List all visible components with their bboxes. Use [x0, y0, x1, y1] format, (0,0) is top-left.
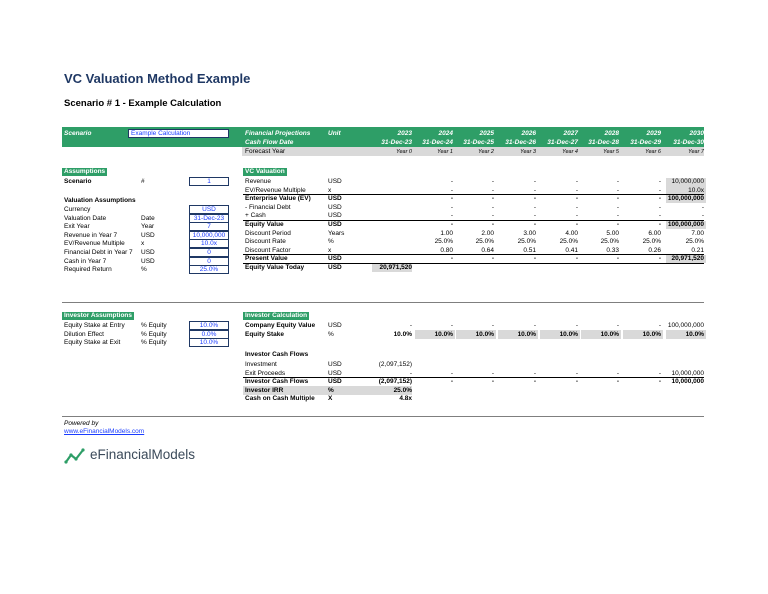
- vc-row-unit: USD: [328, 212, 342, 220]
- investor-cf-value: -: [533, 378, 536, 386]
- vc-value: 10.0x: [688, 186, 704, 194]
- vc-row-unit: USD: [328, 203, 342, 211]
- assumption-label: Financial Debt in Year 7: [64, 249, 133, 256]
- scenario-header-label: Scenario: [64, 130, 92, 137]
- vc-value: -: [491, 195, 494, 203]
- vc-value: -: [533, 212, 536, 220]
- efinancialmodels-logo: [64, 444, 194, 468]
- page-title: VC Valuation Method Example: [64, 71, 251, 86]
- year-header: 2030: [689, 130, 704, 137]
- investor-calc-value: 10.0%: [517, 330, 536, 338]
- vc-value: 0.64: [481, 246, 494, 254]
- date-header: 31-Dec-27: [547, 139, 578, 146]
- investor-cf-label: Investment: [245, 361, 277, 368]
- investor-calc-value: 10.0%: [559, 330, 578, 338]
- cashflow-date-label: Cash Flow Date: [245, 139, 294, 146]
- vc-value: -: [658, 195, 661, 203]
- investor-cf-value: 10,000,000: [671, 378, 704, 386]
- vc-value: -: [491, 203, 494, 211]
- assumption-unit: x: [141, 240, 145, 248]
- vc-value: -: [616, 212, 619, 220]
- vc-value: -: [450, 255, 453, 263]
- investor-cf-unit: USD: [328, 361, 342, 368]
- year-index: Year 3: [520, 149, 536, 155]
- chart-trend-icon: [64, 446, 88, 466]
- investor-calc-value: -: [575, 322, 578, 329]
- investor-cf-value: -: [533, 369, 536, 377]
- vc-row-label: Discount Period: [245, 229, 291, 237]
- vc-row-label: - Financial Debt: [245, 203, 291, 211]
- vc-row-label: Equity Value: [245, 221, 284, 228]
- assumption-unit: USD: [141, 231, 155, 239]
- vc-row-label: Equity Value Today: [245, 264, 305, 271]
- vc-value: 0.21: [691, 246, 704, 254]
- row-separator: [243, 263, 704, 264]
- investor-cf-value: -: [575, 378, 578, 386]
- year-index: Year 5: [603, 149, 619, 155]
- investor-cf-value: -: [450, 378, 453, 386]
- vc-row-unit: %: [328, 238, 334, 246]
- vc-value: -: [450, 178, 453, 185]
- year-header: 2029: [646, 130, 661, 137]
- investor-cf-y0: -: [409, 369, 412, 377]
- assumption-unit: USD: [141, 257, 155, 265]
- vc-value: 20,971,520: [671, 255, 704, 263]
- investor-cf-y0: 4.8x: [399, 395, 412, 403]
- vc-value: -: [575, 255, 578, 263]
- vc-value: -: [658, 203, 661, 211]
- scenario-label: Scenario: [64, 178, 92, 185]
- vc-value: -: [450, 186, 453, 194]
- vc-value: -: [658, 178, 661, 185]
- vc-value: 25.0%: [434, 238, 453, 246]
- vc-row-unit: x: [328, 246, 332, 254]
- assumption-unit: %: [141, 266, 147, 274]
- assumption-label: Cash in Year 7: [64, 257, 107, 265]
- investor-cf-value: -: [616, 378, 619, 386]
- vc-value: -: [533, 221, 536, 228]
- assumption-unit: Year: [141, 223, 155, 231]
- vc-value: 25.0%: [475, 238, 494, 246]
- investor-cf-value: -: [616, 369, 619, 377]
- vc-value: -: [450, 203, 453, 211]
- year-header: 2025: [479, 130, 494, 137]
- vc-value: 0.26: [648, 246, 661, 254]
- vc-value: 2.00: [481, 229, 494, 237]
- vc-value: -: [533, 178, 536, 185]
- vc-value: -: [701, 203, 704, 211]
- vc-value: -: [575, 212, 578, 220]
- vc-value: -: [616, 186, 619, 194]
- assumption-unit: Date: [141, 214, 155, 222]
- vc-row-unit: USD: [328, 264, 342, 271]
- vc-row-label: EV/Revenue Multiple: [245, 186, 306, 194]
- assumption-unit: USD: [141, 249, 155, 256]
- investor-assumptions-heading: Investor Assumptions: [64, 312, 133, 319]
- vc-value: 1.00: [440, 229, 453, 237]
- assumption-input[interactable]: 7: [189, 222, 229, 231]
- year-header: 2027: [563, 130, 578, 137]
- vc-value: -: [450, 212, 453, 220]
- assumption-input[interactable]: USD: [189, 205, 229, 214]
- investor-cf-y0: (2,097,152): [378, 378, 412, 386]
- vc-value: -: [491, 186, 494, 194]
- investor-calc-value: -: [616, 322, 619, 329]
- investor-calc-y0: -: [409, 322, 412, 329]
- investor-cf-y0: 25.0%: [393, 386, 412, 394]
- vc-value: -: [533, 186, 536, 194]
- investor-assumption-label: Dilution Effect: [64, 330, 104, 338]
- vc-value: -: [533, 195, 536, 203]
- assumption-label: Exit Year: [64, 223, 90, 231]
- date-header: 31-Dec-29: [630, 139, 661, 146]
- investor-cf-unit: USD: [328, 369, 342, 377]
- investor-cf-y0: (2,097,152): [378, 361, 412, 368]
- vc-value: 0.51: [523, 246, 536, 254]
- investor-calculation-heading: Investor Calculation: [245, 312, 308, 319]
- investor-calc-value: -: [491, 322, 494, 329]
- assumption-label: Revenue in Year 7: [64, 231, 118, 239]
- date-header: 31-Dec-25: [463, 139, 494, 146]
- vc-value: 10,000,000: [671, 178, 704, 185]
- investor-assumption-input[interactable]: 10.0%: [189, 321, 229, 330]
- investor-calc-value: -: [450, 322, 453, 329]
- year-header: 2023: [397, 130, 412, 137]
- investor-calc-label: Company Equity Value: [245, 322, 316, 329]
- investor-cf-label: Investor Cash Flows: [245, 378, 309, 386]
- investor-calc-y0: 10.0%: [393, 330, 412, 338]
- unit-label: Unit: [328, 130, 341, 137]
- investor-assumption-unit: % Equity: [141, 339, 167, 347]
- year-index: Year 1: [437, 149, 453, 155]
- vc-value: -: [616, 255, 619, 263]
- investor-cf-unit: X: [328, 395, 333, 403]
- investor-assumption-unit: % Equity: [141, 322, 167, 329]
- vc-value: -: [575, 195, 578, 203]
- vc-value: -: [491, 255, 494, 263]
- vc-value: -: [616, 195, 619, 203]
- vc-value: 25.0%: [559, 238, 578, 246]
- investor-cf-unit: USD: [328, 378, 342, 386]
- vc-row-unit: x: [328, 186, 332, 194]
- vc-value: 3.00: [523, 229, 536, 237]
- investor-calc-value: 10.0%: [600, 330, 619, 338]
- scenario-name-input[interactable]: [128, 129, 229, 138]
- vc-value: -: [575, 203, 578, 211]
- investor-assumption-label: Equity Stake at Entry: [64, 322, 125, 329]
- bottom-divider: [62, 416, 704, 417]
- year-header: 2028: [604, 130, 619, 137]
- section-divider: [62, 302, 704, 303]
- vc-value: 25.0%: [600, 238, 619, 246]
- investor-assumption-input[interactable]: 0.0%: [189, 330, 229, 339]
- page-subtitle: Scenario # 1 - Example Calculation: [64, 98, 222, 109]
- investor-cf-value: -: [575, 369, 578, 377]
- vc-value: 0.33: [606, 246, 619, 254]
- vc-value: -: [701, 212, 704, 220]
- vc-value: -: [616, 203, 619, 211]
- investor-assumption-unit: % Equity: [141, 330, 167, 338]
- vc-row-label: Discount Factor: [245, 246, 291, 254]
- vc-value: 4.00: [565, 229, 578, 237]
- investor-calc-value: -: [658, 322, 661, 329]
- vc-value: -: [575, 186, 578, 194]
- brand-name: eFinancialModels: [90, 447, 196, 462]
- investor-calc-value: 10.0%: [475, 330, 494, 338]
- vc-value: 25.0%: [685, 238, 704, 246]
- vc-row-label: Enterprise Value (EV): [245, 195, 311, 203]
- assumption-input[interactable]: 31-Dec-23: [189, 214, 229, 223]
- vc-row-unit: USD: [328, 221, 342, 228]
- investor-calc-unit: USD: [328, 322, 342, 329]
- vc-value: -: [533, 255, 536, 263]
- investor-calc-value: 10.0%: [642, 330, 661, 338]
- date-header: 31-Dec-30: [673, 139, 704, 146]
- vc-row-unit: USD: [328, 178, 342, 185]
- vc-value: -: [575, 178, 578, 185]
- investor-cf-label: Exit Proceeds: [245, 369, 286, 377]
- powered-by-text: Powered by: [64, 420, 99, 427]
- year-header: 2026: [521, 130, 536, 137]
- vc-valuation-heading: VC Valuation: [245, 168, 285, 175]
- valuation-assumptions-heading: Valuation Assumptions: [64, 197, 136, 204]
- investor-cf-value: 10,000,000: [671, 369, 704, 377]
- investor-calc-value: -: [533, 322, 536, 329]
- projections-label: Financial Projections: [245, 130, 311, 137]
- vc-value: -: [658, 186, 661, 194]
- vc-value: -: [575, 221, 578, 228]
- vc-row-unit: USD: [328, 255, 342, 263]
- vc-value: 25.0%: [642, 238, 661, 246]
- vc-row-label: Discount Rate: [245, 238, 286, 246]
- vc-value-y0: 20,971,520: [379, 264, 412, 271]
- investor-cf-label: Cash on Cash Multiple: [245, 395, 315, 403]
- vc-value: -: [491, 221, 494, 228]
- vc-row-unit: USD: [328, 195, 342, 203]
- vc-value: 0.41: [565, 246, 578, 254]
- vc-row-unit: Years: [328, 229, 345, 237]
- assumption-label: EV/Revenue Multiple: [64, 240, 125, 248]
- vc-row-label: + Cash: [245, 212, 266, 220]
- vc-value: -: [491, 212, 494, 220]
- year-index: Year 0: [396, 149, 412, 155]
- assumption-label: Currency: [64, 206, 91, 213]
- date-header: 31-Dec-23: [381, 139, 412, 146]
- assumption-label: Required Return: [64, 266, 112, 274]
- efinancialmodels-link[interactable]: www.eFinancialModels.com: [64, 428, 145, 435]
- assumption-input[interactable]: 10,000,000: [189, 231, 229, 240]
- year-index: Year 7: [688, 149, 704, 155]
- assumption-input[interactable]: 0: [189, 248, 229, 257]
- vc-value: -: [616, 221, 619, 228]
- vc-value: -: [658, 255, 661, 263]
- date-header: 31-Dec-28: [588, 139, 619, 146]
- vc-value: -: [533, 203, 536, 211]
- vc-value: 7.00: [691, 229, 704, 237]
- vc-value: -: [491, 178, 494, 185]
- investor-cf-value: -: [491, 369, 494, 377]
- assumption-input[interactable]: 0: [189, 257, 229, 266]
- investor-calc-value: 100,000,000: [667, 322, 704, 329]
- assumption-input[interactable]: 10.0x: [189, 239, 229, 248]
- scenario-name-value: Example Calculation: [131, 130, 191, 137]
- year-index: Year 2: [478, 149, 494, 155]
- vc-value: 0.80: [440, 246, 453, 254]
- vc-value: 100,000,000: [667, 195, 704, 203]
- investor-calc-unit: %: [328, 330, 334, 338]
- date-header: 31-Dec-24: [422, 139, 453, 146]
- vc-value: 5.00: [606, 229, 619, 237]
- investor-cf-value: -: [658, 369, 661, 377]
- vc-value: -: [658, 221, 661, 228]
- vc-value: -: [450, 221, 453, 228]
- investor-calc-label: Equity Stake: [245, 330, 285, 338]
- year-header: 2024: [438, 130, 453, 137]
- assumption-input[interactable]: 25.0%: [189, 265, 229, 274]
- assumptions-heading: Assumptions: [64, 168, 106, 175]
- assumption-label: Valuation Date: [64, 214, 107, 222]
- vc-value: -: [616, 178, 619, 185]
- vc-value: 25.0%: [517, 238, 536, 246]
- year-index: Year 6: [645, 149, 661, 155]
- investor-assumption-input[interactable]: 10.0%: [189, 338, 229, 347]
- investor-cf-unit: %: [328, 386, 334, 394]
- investor-calc-value: 10.0%: [434, 330, 453, 338]
- investor-cf-value: -: [450, 369, 453, 377]
- investor-cf-value: -: [491, 378, 494, 386]
- vc-value: 6.00: [648, 229, 661, 237]
- scenario-number-input[interactable]: 1: [189, 177, 229, 186]
- vc-value: -: [450, 195, 453, 203]
- vc-value: -: [658, 212, 661, 220]
- investor-cf-label: Investor IRR: [245, 386, 284, 394]
- vc-row-label: Revenue: [245, 178, 272, 185]
- investor-cf-value: -: [658, 378, 661, 386]
- investor-assumption-label: Equity Stake at Exit: [64, 339, 121, 347]
- date-header: 31-Dec-26: [505, 139, 536, 146]
- vc-row-label: Present Value: [245, 255, 288, 263]
- scenario-unit: #: [141, 178, 145, 185]
- investor-calc-value: 10.0%: [685, 330, 704, 338]
- forecast-year-label: Forecast Year: [245, 148, 286, 155]
- vc-value: 100,000,000: [667, 221, 704, 228]
- year-index: Year 4: [562, 149, 578, 155]
- investor-cashflows-heading: Investor Cash Flows: [245, 351, 309, 358]
